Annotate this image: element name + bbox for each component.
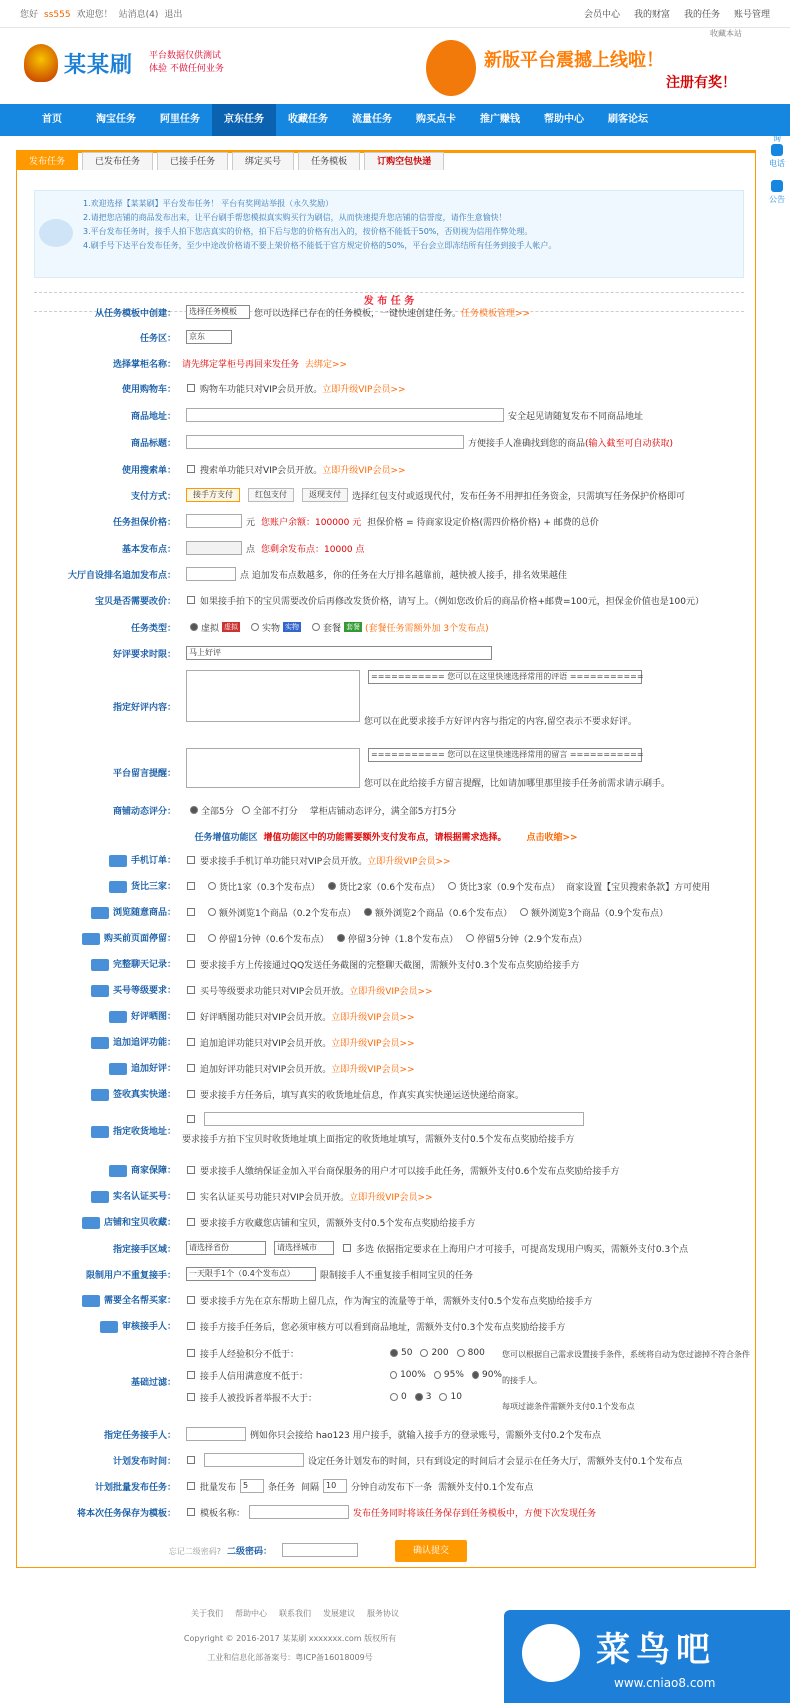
compare-radio-1[interactable] <box>208 882 216 890</box>
icp-number: 工业和信息化部备案号：粤ICP备16018009号 <box>207 1653 373 1662</box>
watermark <box>504 1610 790 1703</box>
message-link[interactable]: 站消息(4) <box>118 10 159 20</box>
truck-icon <box>91 1089 109 1101</box>
footer-suggest[interactable]: 发展建议 <box>323 1609 355 1618</box>
footer-about[interactable]: 关于我们 <box>191 1609 223 1618</box>
row-area: 任务区： 京东 <box>16 327 756 347</box>
filter-exp-checkbox[interactable] <box>187 1349 195 1357</box>
template-manage-link[interactable]: 任务模板管理>> <box>461 308 531 319</box>
batch-interval-input[interactable]: 10 <box>323 1479 347 1493</box>
cart-checkbox[interactable] <box>187 384 195 392</box>
row-added: 将本次任务保存为模板： 模板名称： 发布任务同时将该任务保存到任务模板中，方便下次发现任务 <box>16 1502 756 1522</box>
nav-forum[interactable]: 刷客论坛 <box>608 114 648 125</box>
nav-buy-card[interactable]: 购买点卡 <box>416 114 456 125</box>
complaint-radio[interactable] <box>390 1393 398 1401</box>
nav-collect[interactable]: 收藏任务 <box>288 114 328 125</box>
notice-line: 1.欢迎选择【某某刷】平台发布任务！ 平台有奖网站举报（永久奖励） <box>83 199 334 208</box>
browse-checkbox[interactable] <box>187 908 195 916</box>
modify-price-checkbox[interactable] <box>187 596 195 604</box>
forgot-password-link[interactable]: 忘记二级密码? <box>168 1546 221 1556</box>
watermark-url: www.cniao8.com <box>614 1676 716 1690</box>
promo-banner[interactable] <box>426 40 736 96</box>
megaphone-icon <box>771 180 783 192</box>
type-virtual-radio[interactable] <box>190 623 198 631</box>
welcome-text: 欢迎您！ <box>76 10 113 20</box>
stay-radio-1[interactable] <box>208 934 216 942</box>
row-added: 追加追评功能： 追加追评功能只对VIP会员开放。 立即升级VIP会员>> <box>16 1032 756 1052</box>
vip-upgrade-link[interactable]: 立即升级VIP会员>> <box>349 1192 433 1203</box>
vip-upgrade-link[interactable]: 立即升级VIP会员>> <box>322 384 406 395</box>
browse-radio-3[interactable] <box>520 908 528 916</box>
address-input[interactable] <box>204 1112 584 1126</box>
footer-contact[interactable]: 联系我们 <box>279 1609 311 1618</box>
province-select[interactable]: 请选择省份 <box>186 1241 266 1255</box>
collapse-link[interactable]: 点击收缩>> <box>526 832 578 843</box>
top-link-wealth[interactable]: 我的财富 <box>633 10 670 20</box>
type-package-radio[interactable] <box>312 623 320 631</box>
assign-user-input[interactable] <box>186 1427 246 1441</box>
price-input[interactable] <box>186 514 242 528</box>
row-price: 任务担保价格： 元 您账户余额： 100000 元 担保价格 = 待商家设定价格(需四价格价格) + 邮费的总价 <box>16 511 756 531</box>
row-hall: 大厅自设排名追加发布点： 点 追加发布点数越多，你的任务在大厅排名越靠前，越快被人接手，排名效果越佳 <box>16 564 756 584</box>
second-password-input[interactable] <box>282 1543 358 1557</box>
city-select[interactable]: 请选择城市 <box>274 1241 334 1255</box>
pay-cashback-button[interactable]: 返现支付 <box>302 488 348 502</box>
audit-checkbox[interactable] <box>187 1322 195 1330</box>
shield-icon <box>109 1165 127 1177</box>
row-added: 计划批量发布任务： 批量发布 5 条任务 间隔 10 分钟自动发布下一条 需额外支付0.1个发布点 <box>94 1481 534 1493</box>
row-added: 指定任务接手人： 例如你只会接给 hao123 用户接手，就输入接手方的登录账号，需额外支付0.2个发布点 <box>16 1424 756 1444</box>
row-added: 买号等级要求： 买号等级要求功能只对VIP会员开放。 立即升级VIP会员>> <box>16 980 756 1000</box>
speaker-icon <box>39 219 73 247</box>
row-type: 任务类型： 虚拟 虚拟 实物 实物 套餐 套餐 (套餐任务需额外加 3个发布点) <box>130 623 489 634</box>
banner-line2: 注册有奖！ <box>666 75 736 91</box>
complaint-radio[interactable] <box>439 1393 447 1401</box>
level-checkbox[interactable] <box>187 986 195 994</box>
row-added: 限制用户不重复接手： 一天限手1个（0.4个发布点） 限制接手人不重复接手相同宝贝的任务 <box>85 1269 474 1281</box>
row-added: 货比三家： 货比1家（0.3个发布点） 货比2家（0.6个发布点） 货比3家（0.9个发布点） 商家设置【宝贝搜索条款】方可使用 <box>16 876 756 896</box>
stay-radio-2[interactable] <box>337 934 345 942</box>
chat-icon <box>91 959 109 971</box>
bird-logo-icon <box>522 1624 580 1682</box>
side-phone[interactable]: 电话 <box>764 140 790 176</box>
vip-upgrade-link[interactable]: 立即升级VIP会员>> <box>331 1012 415 1023</box>
copyright: Copyright © 2016-2017 某某刷 xxxxxxx.com 版权所有 <box>183 1634 397 1643</box>
remind-preset-select[interactable]: =========== 您可以在这里快速选择常用的留言 =========== <box>368 748 642 762</box>
side-notice[interactable]: 公告 <box>764 176 790 212</box>
row-added: 完整聊天记录： 要求接手方上传接通过QQ发送任务截图的完整聊天截图，需额外支付0.3个发布点奖励给接手方 <box>16 954 756 974</box>
top-link-member[interactable]: 会员中心 <box>583 10 620 20</box>
row-seller: 选择掌柜名称： 请先绑定掌柜号再回来发任务 去绑定>> <box>16 353 756 373</box>
fullname-checkbox[interactable] <box>187 1296 195 1304</box>
browse-radio-2[interactable] <box>364 908 372 916</box>
row-modify: 宝贝是否需要改价： 如果接手拍下的宝贝需要改价后再修改发货价格，请写上。（例如您改价后的商品价格+邮费=100元，担保金价值也是100元） <box>94 596 704 607</box>
exp-radio[interactable] <box>420 1349 428 1357</box>
top-link-tasks[interactable]: 我的任务 <box>683 10 720 20</box>
mascot-icon <box>426 40 476 96</box>
row-added: 签收真实快递： 要求接手方任务后，填写真实的收货地址信息，作真实真实快递运送快递给商家。 <box>16 1084 756 1104</box>
nav-flow[interactable]: 流量任务 <box>352 114 392 125</box>
row-search: 使用搜索单： 搜索单功能只对VIP会员开放。 立即升级VIP会员>> <box>16 459 756 479</box>
row-time: 好评要求时限： 马上好评 <box>16 643 756 663</box>
express-checkbox[interactable] <box>187 1090 195 1098</box>
area-select[interactable]: 京东 <box>186 330 232 344</box>
username-link[interactable]: ss555 <box>44 10 71 20</box>
schedule-time-input[interactable] <box>204 1453 304 1467</box>
browse-icon <box>91 907 109 919</box>
complaint-radio[interactable] <box>415 1393 423 1401</box>
phone-icon <box>771 144 783 156</box>
section-title: 发 布 任 务 <box>34 292 744 312</box>
nav-help[interactable]: 帮助中心 <box>544 114 584 125</box>
row-added: 购买前页面停留： 停留1分钟（0.6个发布点） 停留3分钟（1.8个发布点） 停留5分钟（2.9个发布点） <box>16 928 756 948</box>
exp-radio[interactable] <box>390 1349 398 1357</box>
top-link-account[interactable]: 账号管理 <box>733 10 770 20</box>
photo-checkbox[interactable] <box>187 1012 195 1020</box>
id-card-icon <box>91 1191 109 1203</box>
top-bar <box>0 0 790 28</box>
realname-checkbox[interactable] <box>187 1192 195 1200</box>
repeat-limit-select[interactable]: 一天限手1个（0.4个发布点） <box>186 1267 316 1281</box>
stay-radio-3[interactable] <box>466 934 474 942</box>
row-points: 基本发布点： 点 您剩余发布点： 10000 点 <box>16 538 756 558</box>
favorite-link[interactable]: 收藏本站 <box>710 29 742 38</box>
search-checkbox[interactable] <box>187 465 195 473</box>
slogan: 平台数据仅供测试 体验 不做任何业务 <box>149 51 224 74</box>
row-added: 指定接手区域： 请选择省份 请选择城市 多选 依据指定要求在上海用户才可接手，可提高发现用户购买，需额外支付0.3个点 <box>112 1243 689 1255</box>
banner-line1: 新版平台震撼上线啦！ <box>484 50 664 71</box>
product-url-input[interactable] <box>186 408 504 422</box>
row-added: 追加好评： 追加好评功能只对VIP会员开放。 立即升级VIP会员>> <box>16 1058 756 1078</box>
vip-upgrade-link[interactable]: 立即升级VIP会员>> <box>331 1038 415 1049</box>
star-icon <box>82 1217 100 1229</box>
remind-textarea[interactable] <box>186 748 360 788</box>
phone-order-checkbox[interactable] <box>187 856 195 864</box>
stay-checkbox[interactable] <box>187 934 195 942</box>
review-preset-select[interactable]: =========== 您可以在这里快速选择常用的评语 =========== <box>368 670 642 684</box>
footer-agreement[interactable]: 服务协议 <box>367 1609 399 1618</box>
exp-radio[interactable] <box>457 1349 465 1357</box>
logout-link[interactable]: 退出 <box>164 10 183 20</box>
type-physical-radio[interactable] <box>251 623 259 631</box>
row-added: 实名认证买号： 实名认证买号功能只对VIP会员开放。 立即升级VIP会员>> <box>16 1186 756 1206</box>
notice-box <box>34 190 744 278</box>
row-template: 从任务模板中创建： 选择任务模板 您可以选择已存在的任务模板，一键快速创建任务。 任务模板管理>> <box>94 307 531 319</box>
row-pay: 支付方式： 接手方支付 红包支付 返现支付 选择红包支付或返现代付，发布任务不用押扣任务资金，只需填写任务保护价格即可 <box>130 490 686 502</box>
qq-icon <box>771 108 783 120</box>
append-icon <box>91 1037 109 1049</box>
notice-line: 4.刷手号下达平台发布任务，至少中途改价格请不要上架价格不能低于官方规定价格的50%，平台会立即冻结所有任务到接手人帐户。 <box>83 241 557 250</box>
chat-checkbox[interactable] <box>187 960 195 968</box>
audit-icon <box>100 1321 118 1333</box>
notice-line: 3.平台发布任务时，接手人拍下您店真实的价格，拍下后与您的价格有出入的，按价格不能低于50%，否则视为信用作弊处理。 <box>83 227 533 236</box>
watermark-text: 菜鸟吧 <box>596 1630 716 1670</box>
filter-credit-checkbox[interactable] <box>187 1371 195 1379</box>
region-checkbox[interactable] <box>343 1244 351 1252</box>
compare-radio-2[interactable] <box>328 882 336 890</box>
tab-published[interactable]: 已发布任务 <box>82 152 153 170</box>
pay-redpacket-button[interactable]: 红包支付 <box>248 488 294 502</box>
append-checkbox[interactable] <box>187 1038 195 1046</box>
footer-help[interactable]: 帮助中心 <box>235 1609 267 1618</box>
row-added: 店铺和宝贝收藏： 要求接手方收藏您店铺和宝贝，需额外支付0.5个发布点奖励给接手方 <box>16 1212 756 1232</box>
side-float-bar <box>764 104 790 212</box>
row-filter: 基础过滤： 接手人经验积分不低于： 接手人信用满意度不低于： 接手人被投诉者举报不大于： 50 200 800 100% 95% 90% 0 3 10 您可以根据自己需求设置接手条件，系统将自动为您过滤掉不符合条件的接手人。 每项过滤条件需额外支付0.1个发布点 <box>130 1348 750 1411</box>
row-added: 商家保障： 要求接手人缴纳保证金加入平台商保服务的用户才可以接手此任务，需额外支付0.6个发布点奖励给接手方 <box>16 1160 756 1180</box>
nav-home[interactable]: 首页 <box>42 114 62 125</box>
header <box>0 28 790 104</box>
tab-bind-buyer[interactable]: 绑定买号 <box>232 152 294 170</box>
vip-upgrade-link[interactable]: 立即升级VIP会员>> <box>367 856 451 867</box>
tab-express[interactable]: 订购空包快递 <box>364 152 444 170</box>
credit-radio[interactable] <box>434 1371 441 1379</box>
nav-ali[interactable]: 阿里任务 <box>160 114 200 125</box>
save-template-checkbox[interactable] <box>187 1508 195 1516</box>
row-address: 指定收货地址： 要求接手方拍下宝贝时收货地址填上面指定的收货地址填写，需额外支付0.5个发布点奖励给接手方 <box>16 1112 756 1150</box>
review-content-textarea[interactable] <box>186 670 360 722</box>
site-name: 某某刷 <box>64 52 134 78</box>
credit-radio[interactable] <box>472 1371 479 1379</box>
row-added: 需要全名帮买家： 要求接手方先在京东帮助上留几点，作为淘宝的流量等于单，需额外支付0.5个发布点奖励给接手方 <box>16 1290 756 1310</box>
row-added: 手机订单： 要求接手手机订单功能只对VIP会员开放。 立即升级VIP会员>> <box>16 850 756 870</box>
photo-icon <box>109 1011 127 1023</box>
level-icon <box>91 985 109 997</box>
side-qq[interactable]: QQ咨询 <box>764 104 790 140</box>
guarantee-checkbox[interactable] <box>187 1166 195 1174</box>
review-time-select[interactable]: 马上好评 <box>186 646 492 660</box>
bind-seller-link[interactable]: 去绑定>> <box>305 359 348 370</box>
batch-count-input[interactable]: 5 <box>240 1479 264 1493</box>
tab-accepted[interactable]: 已接手任务 <box>157 152 228 170</box>
template-name-input[interactable] <box>249 1505 349 1519</box>
address-icon <box>91 1126 109 1138</box>
hello-text: 您好 <box>20 10 39 20</box>
row-rating: 商铺动态评分： 全部5分 全部不打分 掌柜店铺动态评分，满全部5方打5分 <box>112 806 457 817</box>
compare-checkbox[interactable] <box>187 882 195 890</box>
row-added: 浏览随意商品： 额外浏览1个商品（0.2个发布点） 额外浏览2个商品（0.6个发布点） 额外浏览3个商品（0.9个发布点） <box>16 902 756 922</box>
row-added: 好评晒图： 好评晒图功能只对VIP会员开放。 立即升级VIP会员>> <box>16 1006 756 1026</box>
added-title: 任务增值功能区 增值功能区中的功能需要额外支付发布点，请根据需求选择。 点击收缩>> <box>16 826 756 846</box>
nav-taobao[interactable]: 淘宝任务 <box>96 114 136 125</box>
row-title: 商品标题： 方便接手人准确找到您的商品 (输入截至可自动获取) <box>16 432 756 452</box>
hall-points-input[interactable] <box>186 567 236 581</box>
crown-icon <box>24 44 58 82</box>
row-content: 指定好评内容： =========== 您可以在这里快速选择常用的评语 =========== 您可以在此要求接手方好评内容与指定的内容,留空表示不要求好评。 <box>112 672 644 727</box>
row-remind: 平台留言提醒： =========== 您可以在这里快速选择常用的留言 =========== 您可以在此给接手方留言提醒，比如请加哪里那里接手任务前需求请示刷手。 <box>112 750 671 789</box>
vip-upgrade-link[interactable]: 立即升级VIP会员>> <box>322 465 406 476</box>
good-icon <box>109 1063 127 1075</box>
main-nav <box>0 104 790 136</box>
row-added: 计划发布时间： 设定任务计划发布的时间，只有到设定的时间后才会显示在任务大厅，需额外支付0.1个发布点 <box>16 1450 756 1470</box>
submit-button[interactable]: 确认提交 <box>395 1540 467 1562</box>
tab-publish[interactable]: 发布任务 <box>16 152 78 170</box>
pay-receiver-button[interactable]: 接手方支付 <box>186 488 240 502</box>
address-checkbox[interactable] <box>187 1115 195 1123</box>
batch-checkbox[interactable] <box>187 1482 195 1490</box>
browse-radio-1[interactable] <box>208 908 216 916</box>
notice-line: 2.请把您店铺的商品发布出来，让平台刷手帮您模拟真实购买行为刷信，从而快速提升您店铺的信誉度，请作生意愉快！ <box>83 213 507 222</box>
vip-upgrade-link[interactable]: 立即升级VIP会员>> <box>331 1064 415 1075</box>
logo[interactable] <box>24 44 224 82</box>
good-checkbox[interactable] <box>187 1064 195 1072</box>
filter-complaint-checkbox[interactable] <box>187 1393 195 1401</box>
vip-upgrade-link[interactable]: 立即升级VIP会员>> <box>349 986 433 997</box>
row-password: 忘记二级密码? 二级密码： <box>16 1540 756 1560</box>
row-added: 审核接手人： 接手方接手任务后，您必须审核方可以看到商品地址，需额外支付0.3个发布点奖励给接手方 <box>16 1316 756 1336</box>
credit-radio[interactable] <box>390 1371 397 1379</box>
rating-all5-radio[interactable] <box>190 806 198 814</box>
template-select[interactable]: 选择任务模板 <box>186 305 250 319</box>
tab-template[interactable]: 任务模板 <box>298 152 360 170</box>
nav-promote[interactable]: 推广赚钱 <box>480 114 520 125</box>
row-cart: 使用购物车： 购物车功能只对VIP会员开放。 立即升级VIP会员>> <box>16 378 756 398</box>
collect-checkbox[interactable] <box>187 1218 195 1226</box>
task-tabs <box>16 152 448 170</box>
product-title-input[interactable] <box>186 435 464 449</box>
phone-icon <box>109 855 127 867</box>
points-input[interactable] <box>186 541 242 555</box>
nav-jd[interactable]: 京东任务 <box>212 104 276 136</box>
user-icon <box>82 1295 100 1307</box>
schedule-checkbox[interactable] <box>187 1456 195 1464</box>
compare-radio-3[interactable] <box>448 882 456 890</box>
rating-none-radio[interactable] <box>242 806 250 814</box>
compare-icon <box>109 881 127 893</box>
row-url: 商品地址： 安全起见请随复发布不同商品地址 <box>16 405 756 425</box>
clock-icon <box>82 933 100 945</box>
